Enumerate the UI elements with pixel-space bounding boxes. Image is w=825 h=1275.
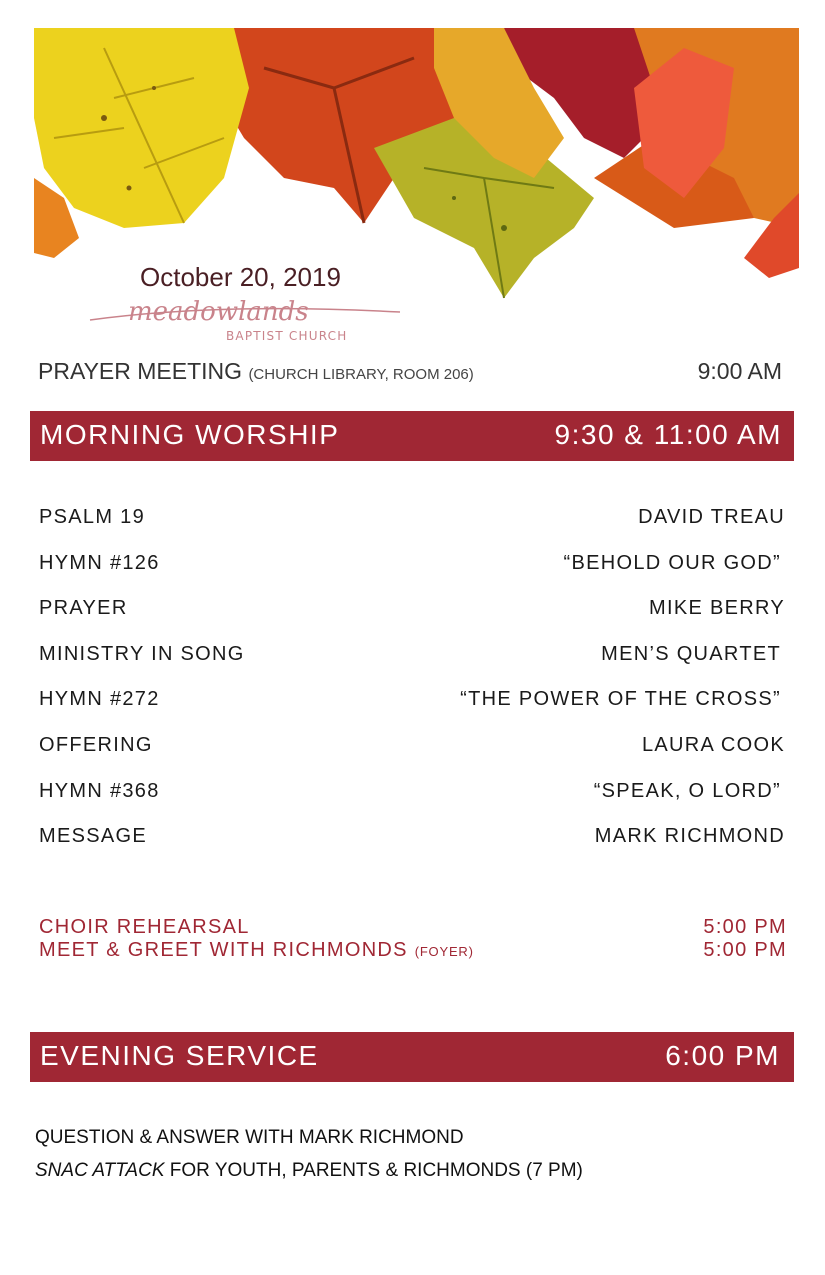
event-time: 5:00 PM bbox=[703, 916, 787, 938]
event-row bbox=[39, 916, 787, 939]
service-item bbox=[39, 825, 785, 871]
service-item-leader: DAVID TREAU bbox=[638, 506, 785, 528]
event-note: (FOYER) bbox=[414, 944, 474, 959]
order-of-service bbox=[39, 506, 785, 871]
evening-line-2 bbox=[35, 1160, 583, 1193]
event-row bbox=[39, 939, 787, 962]
evening-service-details bbox=[35, 1127, 583, 1193]
service-item bbox=[39, 506, 785, 552]
service-item-label: HYMN #126 bbox=[39, 551, 160, 574]
service-item bbox=[39, 734, 785, 780]
afternoon-events bbox=[39, 916, 787, 962]
bulletin-date: October 20, 2019 bbox=[140, 262, 341, 292]
service-item bbox=[39, 688, 785, 734]
church-logo bbox=[88, 294, 408, 346]
service-item-label: PRAYER bbox=[39, 597, 128, 620]
service-item-leader: MEN’S QUARTET bbox=[601, 642, 781, 665]
service-item bbox=[39, 552, 785, 598]
service-item-leader: MARK RICHMOND bbox=[594, 825, 785, 848]
service-item-leader: “BEHOLD OUR GOD” bbox=[563, 551, 781, 574]
snac-attack-title: SNAC ATTACK bbox=[35, 1160, 165, 1181]
church-subtitle: BAPTIST CHURCH bbox=[226, 329, 348, 343]
service-item-label: OFFERING bbox=[39, 733, 153, 756]
prayer-meeting-label: PRAYER MEETING bbox=[38, 358, 243, 384]
service-item-label: MESSAGE bbox=[39, 825, 148, 848]
prayer-meeting-row bbox=[38, 358, 782, 385]
service-item-label: HYMN #368 bbox=[39, 779, 160, 802]
service-item bbox=[39, 597, 785, 643]
morning-worship-header bbox=[30, 411, 794, 461]
morning-worship-title: MORNING WORSHIP bbox=[40, 419, 340, 450]
prayer-meeting-location: (CHURCH LIBRARY, ROOM 206) bbox=[248, 366, 474, 383]
service-item-leader: “THE POWER OF THE CROSS” bbox=[460, 688, 781, 711]
event-label: CHOIR REHEARSAL bbox=[39, 916, 250, 938]
service-item-leader: MIKE BERRY bbox=[649, 597, 785, 620]
evening-service-title: EVENING SERVICE bbox=[40, 1040, 319, 1071]
church-script-name: meadowlands bbox=[128, 297, 309, 327]
event-label: MEET & GREET WITH RICHMONDS bbox=[39, 939, 408, 961]
service-item-label: MINISTRY IN SONG bbox=[39, 642, 245, 665]
evening-service-time: 6:00 PM bbox=[665, 1040, 780, 1071]
service-item-leader: “SPEAK, O LORD” bbox=[593, 779, 781, 802]
service-item bbox=[39, 643, 785, 689]
service-item-label: PSALM 19 bbox=[39, 506, 146, 528]
event-time: 5:00 PM bbox=[703, 939, 787, 961]
evening-line-1: QUESTION & ANSWER WITH MARK RICHMOND bbox=[35, 1127, 464, 1148]
evening-service-header bbox=[30, 1032, 794, 1082]
service-item-label: HYMN #272 bbox=[39, 688, 160, 711]
evening-line-2-rest: FOR YOUTH, PARENTS & RICHMONDS (7 PM) bbox=[164, 1160, 583, 1181]
service-item bbox=[39, 780, 785, 826]
prayer-meeting-time: 9:00 AM bbox=[697, 358, 782, 384]
service-item-leader: LAURA COOK bbox=[641, 733, 785, 756]
morning-worship-time: 9:30 & 11:00 AM bbox=[554, 419, 782, 450]
